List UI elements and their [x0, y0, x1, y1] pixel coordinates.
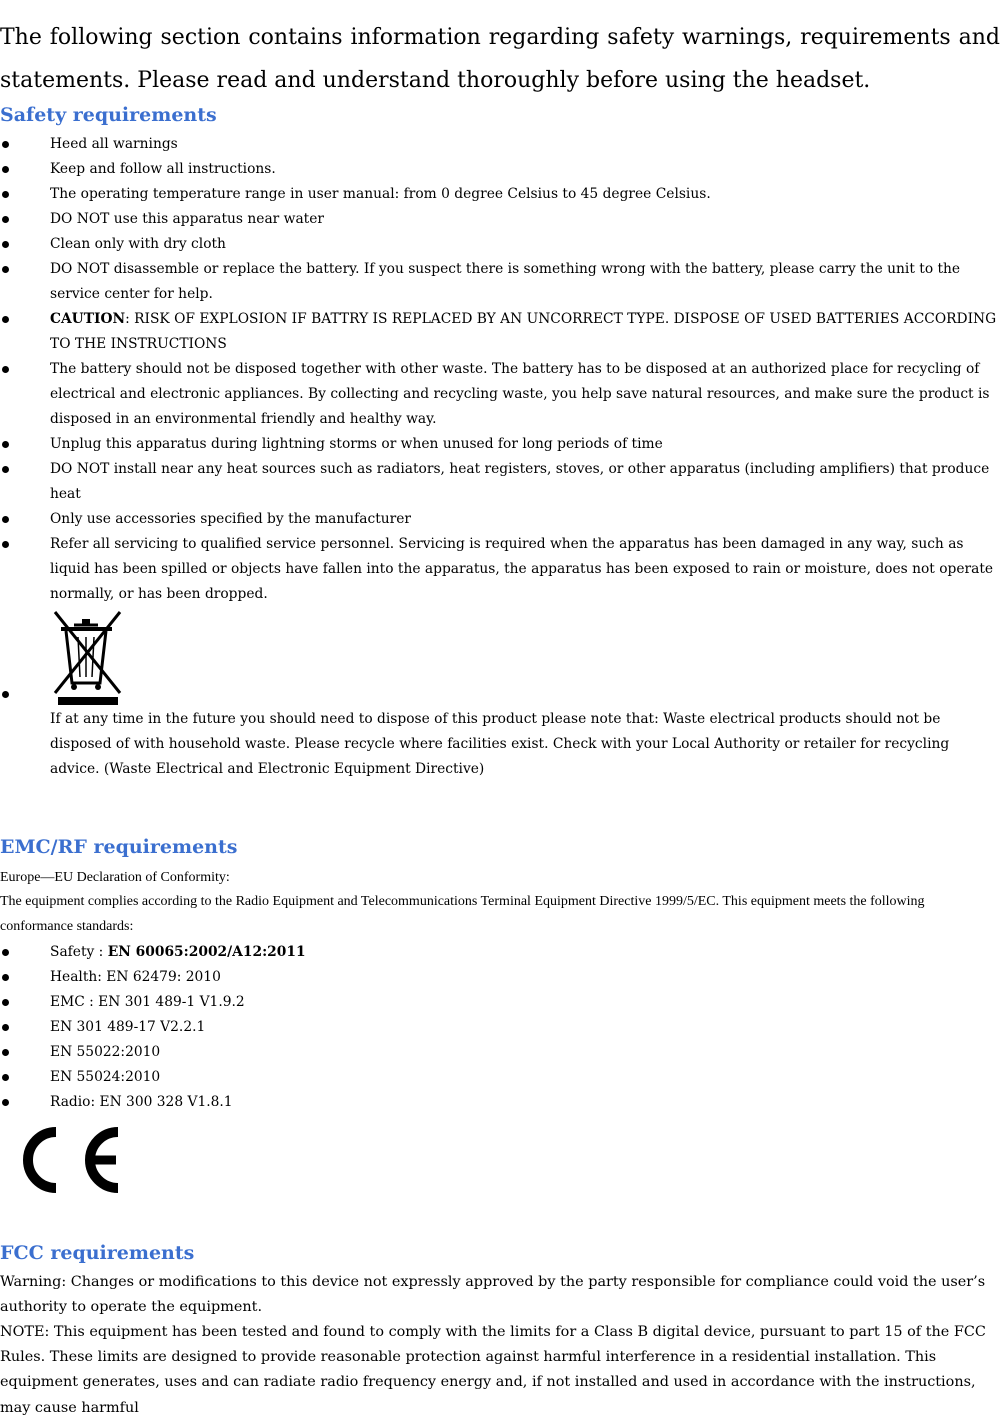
list-item: EMC : EN 301 489-1 V1.9.2 [0, 990, 1000, 1015]
bullet-icon [2, 541, 9, 548]
bullet-icon [2, 166, 9, 173]
list-item: Radio: EN 300 328 V1.8.1 [0, 1090, 1000, 1115]
conformance-statement: The equipment complies according to the Radio Equipment and Telecommunications Terminal Equipment Directive 1999/5/EC. This equipment meets the following conformance standards: [0, 894, 925, 934]
list-item: EN 55024:2010 [0, 1065, 1000, 1090]
emc-heading: EMC/RF requirements [0, 836, 238, 858]
list-item: Safety : EN 60065:2002/A12:2011 [0, 940, 1000, 965]
weee-text: If at any time in the future you should need to dispose of this product please note that: Waste electrical products should not be disposed of with household waste. Please recycle where facilities exist. Check with your Local Authority or retailer for recycling advice. (Waste Electrical and Electronic Equipment Directive) [50, 711, 950, 777]
bullet-icon [2, 1074, 9, 1081]
bullet-icon [2, 516, 9, 523]
bullet-icon [2, 316, 9, 323]
bullet-icon [2, 191, 9, 198]
bullet-icon [2, 241, 9, 248]
bullet-icon [2, 999, 9, 1006]
list-item: EN 301 489-17 V2.2.1 [0, 1015, 1000, 1040]
bullet-icon [2, 141, 9, 148]
bullet-icon [2, 1099, 9, 1106]
bullet-icon [2, 216, 9, 223]
list-item: Clean only with dry cloth [0, 232, 1000, 257]
list-item: DO NOT install near any heat sources such as radiators, heat registers, stoves, or other apparatus (including amplifiers) that produce heat [0, 457, 1000, 507]
list-item: Health: EN 62479: 2010 [0, 965, 1000, 990]
list-item: Heed all warnings [0, 132, 1000, 157]
eu-declaration: Europe—EU Declaration of Conformity: [0, 870, 230, 885]
ce-mark-icon [12, 1120, 124, 1200]
weee-item [0, 607, 1000, 782]
weee-bin-icon [50, 607, 125, 707]
bullet-icon [2, 691, 9, 698]
caution-label: CAUTION [50, 311, 126, 327]
caution-item [0, 307, 1000, 357]
intro-paragraph: The following section contains information regarding safety warnings, requirements and statements. Please read and understand thoroughly before using the headset. [0, 25, 1000, 93]
bullet-icon [2, 1024, 9, 1031]
fcc-warning: Warning: Changes or modifications to this device not expressly approved by the party responsible for compliance could void the user’s authority to operate the equipment. [0, 1274, 986, 1316]
list-item: Unplug this apparatus during lightning storms or when unused for long periods of time [0, 432, 1000, 457]
bullet-icon [2, 466, 9, 473]
fcc-note: NOTE: This equipment has been tested and found to comply with the limits for a Class B digital device, pursuant to part 15 of the FCC Rules. These limits are designed to provide reasonable protection against harmful interference in a residential installation. This equipment generates, uses and can radiate radio frequency energy and, if not installed and used in accordance with the instructions, may cause harmful [0, 1324, 986, 1416]
fcc-heading: FCC requirements [0, 1242, 195, 1264]
safety-heading: Safety requirements [0, 104, 217, 126]
list-item: Only use accessories specified by the manufacturer [0, 507, 1000, 532]
list-item: The operating temperature range in user manual: from 0 degree Celsius to 45 degree Celsius. [0, 182, 1000, 207]
bullet-icon [2, 441, 9, 448]
list-item: Keep and follow all instructions. [0, 157, 1000, 182]
caution-text: : RISK OF EXPLOSION IF BATTRY IS REPLACED BY AN UNCORRECT TYPE. DISPOSE OF USED BATTERIES ACCORDING TO THE INSTRUCTIONS [50, 311, 997, 352]
bullet-icon [2, 974, 9, 981]
list-item: DO NOT use this apparatus near water [0, 207, 1000, 232]
bullet-icon [2, 366, 9, 373]
bullet-icon [2, 949, 9, 956]
standards-list [0, 940, 1000, 1115]
list-item: DO NOT disassemble or replace the battery. If you suspect there is something wrong with the battery, please carry the unit to the service center for help. [0, 257, 1000, 307]
list-item: The battery should not be disposed together with other waste. The battery has to be disposed at an authorized place for recycling of electrical and electronic appliances. By collecting and recycling waste, you help save natural resources, and make sure the product is disposed in an environmental friendly and healthy way. [0, 357, 1000, 432]
bullet-icon [2, 1049, 9, 1056]
list-item: EN 55022:2010 [0, 1040, 1000, 1065]
bullet-icon [2, 266, 9, 273]
safety-list [0, 132, 1000, 782]
list-item: Refer all servicing to qualified service personnel. Servicing is required when the apparatus has been damaged in any way, such as liquid has been spilled or objects have fallen into the apparatus, the apparatus has been exposed to rain or moisture, does not operate normally, or has been dropped. [0, 532, 1000, 607]
